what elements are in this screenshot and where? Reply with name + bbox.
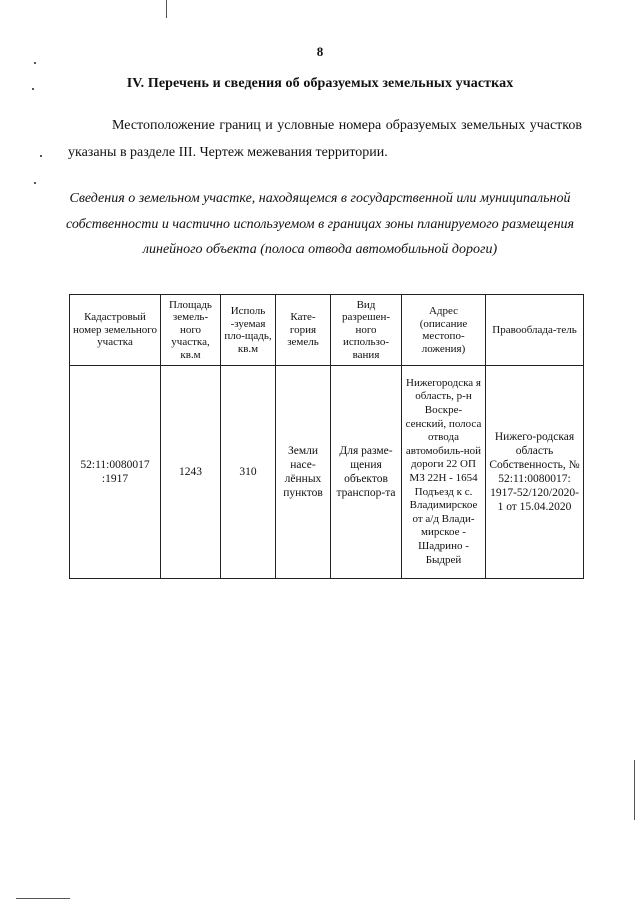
scan-artifact-left-dot-1 <box>34 62 36 64</box>
table-caption: Сведения о земельном участке, находящемся в государственной или муниципальной собственности и частично используемом в границах зоны планируемого размещения линейного объекта (полоса отвода автомобильной дороги) <box>65 191 575 257</box>
intro-paragraph: Местоположение границ и условные номера образуемых земельных участков указаны в разделе III. Чертеж межевания территории. <box>68 118 582 160</box>
cell-permitted-use: Для разме-щения объектов транспор-та <box>331 366 402 579</box>
header-used-area: Исполь -зуемая пло-щадь, кв.м <box>221 295 276 366</box>
scan-artifact-left-dot-4 <box>34 182 36 184</box>
header-address: Адрес (описание местопо-ложения) <box>402 295 486 366</box>
header-permitted-use: Вид разрешен-ного использо-вания <box>331 295 402 366</box>
cell-cadastral-number: 52:11:0080017 :1917 <box>70 366 161 579</box>
scan-artifact-left-dot-3 <box>40 155 42 157</box>
cell-owner: Нижего-родская область Собственность, № 52:11:0080017: 1917-52/120/2020-1 от 15.04.2020 <box>486 366 584 579</box>
header-area: Площадь земель-ного участка, кв.м <box>161 295 221 366</box>
scan-artifact-top <box>166 0 167 18</box>
cell-area: 1243 <box>161 366 221 579</box>
header-land-category: Кате-гория земель <box>276 295 331 366</box>
scan-artifact-bottom-line <box>16 898 70 899</box>
cell-address: Нижегородска я область, р-н Воскре-сенский, полоса отвода автомобиль-ной дороги 22 ОП МЗ 22Н - 1654 Подъезд к с. Владимирское от а/д Влади-мирское - Шадрино - Быдрей <box>402 366 486 579</box>
table-header-row <box>70 295 584 366</box>
cell-land-category: Земли насе-лённых пунктов <box>276 366 331 579</box>
parcel-table <box>69 294 584 579</box>
cell-used-area: 310 <box>221 366 276 579</box>
header-cadastral-number: Кадастровый номер земельного участка <box>70 295 161 366</box>
page-number: 8 <box>316 44 324 59</box>
header-owner: Правооблада-тель <box>486 295 584 366</box>
table-row <box>70 366 584 579</box>
section-heading: IV. Перечень и сведения об образуемых земельных участках <box>126 76 514 91</box>
scan-artifact-right-line <box>634 760 635 820</box>
